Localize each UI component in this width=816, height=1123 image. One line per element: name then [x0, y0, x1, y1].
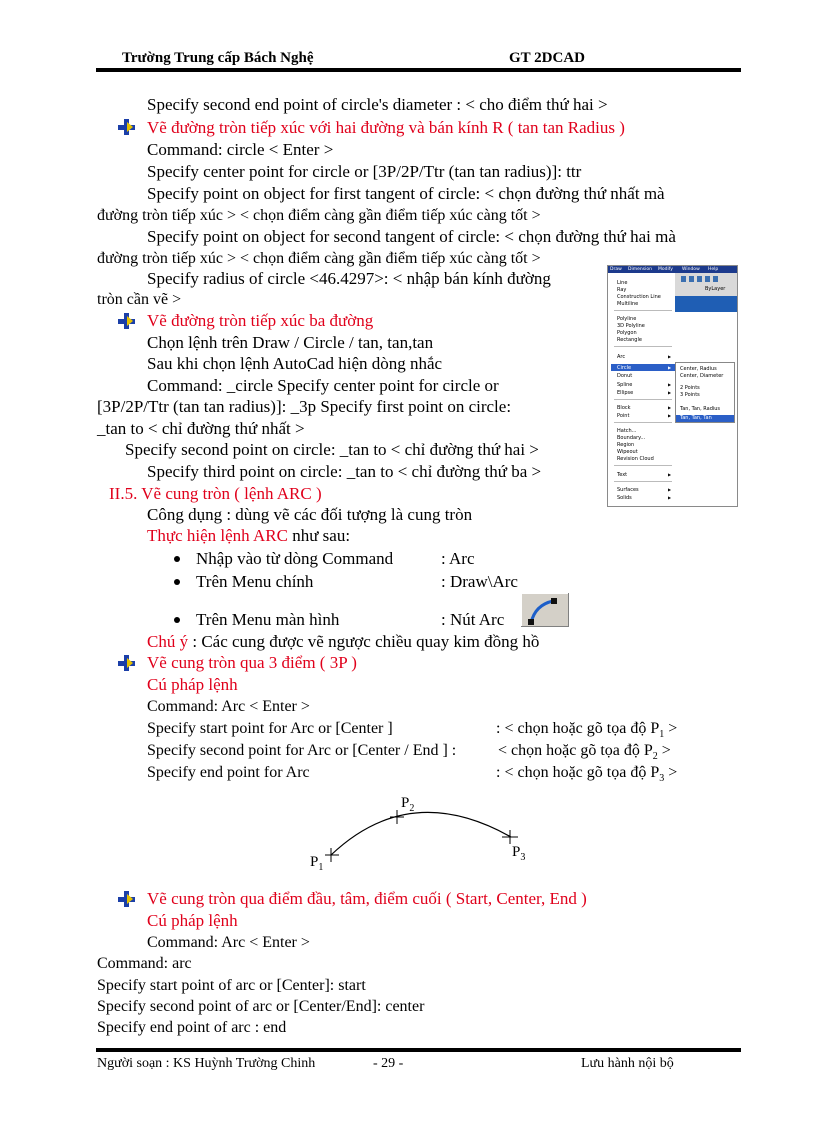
- option-label: Trên Menu màn hình: [196, 610, 340, 629]
- option-value: : Draw\Arc: [441, 572, 518, 591]
- option-label: Trên Menu chính: [196, 572, 314, 591]
- menu-separator: [614, 422, 672, 423]
- prompt-end: >: [664, 720, 678, 737]
- option-value: : Arc: [441, 549, 475, 568]
- bullet-arrow-icon: [118, 313, 136, 329]
- submenu-arrow-icon: ▶: [668, 405, 672, 410]
- submenu-arrow-icon: ▶: [668, 390, 672, 395]
- menu-item[interactable]: Donut: [617, 373, 633, 379]
- menu-item[interactable]: Solids: [617, 495, 632, 501]
- p1-label: $P_1$: [310, 854, 324, 873]
- syntax-label: Cú pháp lệnh: [147, 911, 238, 930]
- text-line: [496, 763, 677, 789]
- menu-bar-item[interactable]: Modify: [658, 267, 673, 272]
- text-line: Specify start point of arc or [Center]: start: [97, 977, 366, 994]
- text-line: Specify end point of arc : end: [97, 1019, 287, 1036]
- footer-rule: [96, 1048, 741, 1052]
- arc-3p-diagram: [300, 790, 550, 875]
- menu-item[interactable]: Surfaces: [617, 487, 639, 493]
- menu-item[interactable]: Rectangle: [617, 337, 642, 343]
- menu-item[interactable]: Polyline: [617, 316, 637, 322]
- bullet-arrow-icon: [118, 891, 136, 907]
- text-line: Command: Arc < Enter >: [147, 934, 310, 951]
- text-line: Specify end point for Arc: [147, 764, 310, 781]
- menu-item[interactable]: Boundary...: [617, 435, 646, 441]
- menu-bar-item[interactable]: Help: [708, 267, 719, 272]
- menu-separator: [614, 346, 672, 347]
- menu-item[interactable]: Hatch...: [617, 428, 637, 434]
- section-heading-ttr: Vẽ đường tròn tiếp xúc với hai đường và bán kính R ( tan tan Radius ): [147, 118, 625, 137]
- submenu-item[interactable]: 2 Points: [680, 385, 700, 391]
- menu-item[interactable]: Block: [617, 405, 631, 411]
- menu-item[interactable]: Point: [617, 413, 630, 419]
- bullet-dot: [174, 579, 180, 585]
- submenu-arrow-icon: ▶: [668, 413, 672, 418]
- text-line: Command: circle < Enter >: [147, 140, 334, 159]
- prompt: : < chọn hoặc gõ tọa độ P: [496, 720, 660, 737]
- text-line: Specify second end point of circle's diameter : < cho điểm thứ hai >: [147, 95, 608, 114]
- submenu-arrow-icon: ▶: [668, 495, 672, 500]
- bullet-dot: [174, 617, 180, 623]
- footer-author: Người soạn : KS Huỳnh Trường Chinh: [97, 1056, 316, 1071]
- autocad-draw-menu: [607, 265, 738, 507]
- circle-submenu: [675, 362, 735, 423]
- text-line: Specify point on object for second tangent of circle: < chọn đường thứ hai mà: [147, 227, 676, 246]
- prompt: < chọn hoặc gõ tọa độ P: [498, 742, 653, 759]
- subscript: 1: [659, 729, 665, 741]
- text-line: Specify second point for Arc or [Center / End ] :: [147, 742, 457, 759]
- layer-dropdown[interactable]: ByLayer: [705, 286, 726, 292]
- submenu-item[interactable]: Tan, Tan, Radius: [680, 406, 721, 412]
- menu-item-circle[interactable]: Circle: [617, 365, 632, 371]
- toolbar-icons: [681, 276, 721, 282]
- header-rule: [96, 68, 741, 72]
- menu-bar: [608, 266, 737, 273]
- submenu-item[interactable]: Center, Radius: [680, 366, 717, 372]
- prompt: : < chọn hoặc gõ tọa độ P: [496, 764, 660, 781]
- menu-item[interactable]: Wipeout: [617, 449, 638, 455]
- text-line: Sau khi chọn lệnh AutoCad hiện dòng nhắc: [147, 354, 443, 373]
- bullet-arrow-icon: [118, 119, 136, 135]
- text-line: Công dụng : dùng vẽ các đối tượng là cung tròn: [147, 505, 473, 524]
- header-course: GT 2DCAD: [509, 50, 585, 66]
- submenu-arrow-icon: ▶: [668, 382, 672, 387]
- note-line: [147, 632, 539, 652]
- text-line: Specify radius of circle <46.4297>: < nhập bán kính đường: [147, 269, 551, 288]
- text-line-exec: [147, 526, 350, 546]
- menu-bar-item[interactable]: Window: [682, 267, 700, 272]
- submenu-arrow-icon: ▶: [668, 472, 672, 477]
- text-line: Command: Arc < Enter >: [147, 698, 310, 715]
- option-label: Nhập vào từ dòng Command: [196, 549, 394, 568]
- footer-note: Lưu hành nội bộ: [581, 1056, 674, 1071]
- menu-item[interactable]: Polygon: [617, 330, 637, 336]
- menu-item[interactable]: Multiline: [617, 301, 639, 307]
- exec-red: Thực hiện lệnh ARC: [147, 526, 288, 545]
- menu-bar-item[interactable]: Draw: [610, 267, 622, 272]
- header-school: Trường Trung cấp Bách Nghệ: [122, 50, 314, 66]
- text-line: Specify second point of arc or [Center/End]: center: [97, 998, 425, 1015]
- text-line: Specify third point on circle: _tan to < chỉ đường thứ ba >: [147, 462, 542, 481]
- note-red: Chú ý: [147, 632, 189, 651]
- text-line: [3P/2P/Ttr (tan tan radius)]: _3p Specify first point on circle:: [97, 397, 512, 416]
- submenu-item[interactable]: Center, Diameter: [680, 373, 724, 379]
- p2-label: $P_2$: [401, 795, 415, 814]
- syntax-label: Cú pháp lệnh: [147, 675, 238, 694]
- submenu-arrow-icon: ▶: [668, 487, 672, 492]
- menu-item[interactable]: Text: [617, 472, 628, 478]
- text-line: Chọn lệnh trên Draw / Circle / tan, tan,tan: [147, 333, 434, 352]
- prompt-end: >: [664, 764, 678, 781]
- submenu-arrow-icon: ▶: [668, 354, 672, 359]
- menu-item[interactable]: Revision Cloud: [617, 456, 654, 462]
- text-line: Specify second point on circle: _tan to < chỉ đường thứ hai >: [125, 440, 539, 459]
- bullet-arrow-icon: [118, 655, 136, 671]
- option-value: : Nút Arc: [441, 610, 505, 629]
- text-line: Command: arc: [97, 955, 192, 972]
- subscript: 2: [652, 751, 658, 763]
- menu-item[interactable]: Ray: [617, 287, 627, 293]
- p3-label: $P_3$: [512, 844, 526, 863]
- note-rest: : Các cung được vẽ ngược chiều quay kim đồng hồ: [188, 632, 540, 651]
- submenu-arrow-icon: ▶: [668, 365, 672, 370]
- section-heading-3p: Vẽ cung tròn qua 3 điểm ( 3P ): [147, 653, 357, 672]
- text-line: Specify start point for Arc or [Center ]: [147, 720, 393, 737]
- p3-marker: [502, 830, 518, 844]
- bullet-dot: [174, 556, 180, 562]
- text-line: _tan to < chỉ đường thứ nhất >: [97, 419, 305, 438]
- exec-rest: như sau:: [287, 526, 351, 545]
- menu-item[interactable]: Spline: [617, 382, 633, 388]
- text-line: Command: _circle Specify center point for circle or: [147, 376, 499, 395]
- prompt-end: >: [657, 742, 671, 759]
- section-heading-ttt: Vẽ đường tròn tiếp xúc ba đường: [147, 311, 374, 330]
- drawing-area-band: [675, 296, 737, 312]
- section-title-arc: II.5. Vẽ cung tròn ( lệnh ARC ): [109, 484, 322, 503]
- arc-button-icon: [521, 593, 569, 627]
- submenu-item[interactable]: 3 Points: [680, 392, 700, 398]
- menu-separator: [614, 310, 672, 311]
- toolbar-area: [675, 273, 737, 296]
- menu-item[interactable]: Line: [617, 280, 628, 286]
- text-line: Specify point on object for first tangent of circle: < chọn đường thứ nhất mà: [147, 184, 665, 203]
- menu-separator: [614, 481, 672, 482]
- text-line: Specify center point for circle or [3P/2P/Ttr (tan tan radius)]: ttr: [147, 162, 582, 181]
- menu-item[interactable]: 3D Polyline: [617, 323, 645, 329]
- menu-item[interactable]: Region: [617, 442, 635, 448]
- menu-item[interactable]: Arc: [617, 354, 626, 360]
- subscript: 3: [659, 773, 665, 785]
- menu-separator: [614, 399, 672, 400]
- text-line: đường tròn tiếp xúc > < chọn điểm càng gần điểm tiếp xúc càng tốt >: [97, 250, 541, 267]
- section-heading-sce: Vẽ cung tròn qua điểm đầu, tâm, điểm cuối ( Start, Center, End ): [147, 889, 587, 908]
- text-line: đường tròn tiếp xúc > < chọn điểm càng gần điểm tiếp xúc càng tốt >: [97, 207, 541, 224]
- arc-curve: [331, 812, 511, 855]
- text-line: tròn cần vẽ >: [97, 291, 182, 308]
- p2-marker: [390, 810, 404, 824]
- menu-item[interactable]: Construction Line: [617, 294, 661, 300]
- menu-separator: [614, 465, 672, 466]
- menu-item[interactable]: Ellipse: [617, 390, 634, 396]
- footer-page-number: - 29 -: [373, 1056, 404, 1071]
- submenu-item-selected[interactable]: Tan, Tan, Tan: [680, 415, 712, 421]
- menu-bar-item[interactable]: Dimension: [628, 267, 652, 272]
